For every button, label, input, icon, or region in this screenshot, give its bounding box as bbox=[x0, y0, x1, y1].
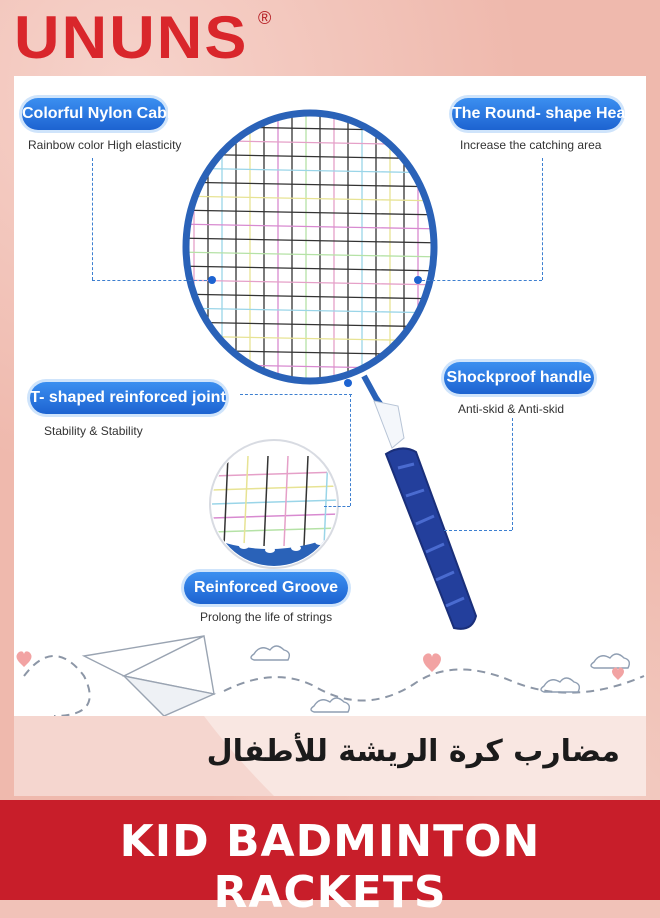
brand-logo: UNUNS bbox=[14, 4, 249, 71]
connector-joint-dot bbox=[344, 379, 352, 387]
connector-handle-h bbox=[444, 530, 512, 531]
feature-caption-handle: Anti-skid & Anti-skid bbox=[458, 402, 565, 416]
connector-head-dot bbox=[414, 276, 422, 284]
feature-caption-t-joint: Stability & Stability bbox=[44, 424, 143, 438]
product-title: KID BADMINTON RACKETS bbox=[119, 816, 541, 918]
connector-groove-h bbox=[324, 506, 350, 507]
connector-nylon-dot bbox=[208, 276, 216, 284]
feature-caption-groove: Prolong the life of strings bbox=[200, 610, 333, 624]
connector-nylon-h bbox=[92, 280, 212, 281]
paper-plane-icon bbox=[84, 636, 214, 716]
racket-frame bbox=[186, 113, 434, 381]
feature-label-groove: Reinforced Groove bbox=[184, 572, 348, 604]
feature-label-t-joint: T- shaped reinforced joint bbox=[30, 382, 226, 414]
feature-caption-nylon-cable: Rainbow color High elasticity bbox=[28, 138, 182, 152]
feature-label-nylon-cable: Colorful Nylon Cable bbox=[22, 98, 166, 130]
doodle-clouds bbox=[251, 646, 629, 712]
feature-caption-round-head: Increase the catching area bbox=[460, 138, 602, 152]
arabic-product-title: مضارب كرة الريشة للأطفال bbox=[206, 734, 620, 769]
connector-joint bbox=[240, 394, 352, 395]
feature-panel bbox=[14, 76, 646, 720]
feature-label-round-head: The Round- shape Head bbox=[452, 98, 622, 130]
registered-mark: ® bbox=[258, 8, 272, 28]
connector-groove bbox=[350, 394, 351, 506]
connector-handle bbox=[512, 418, 513, 530]
connector-head bbox=[542, 158, 543, 280]
connector-nylon bbox=[92, 158, 93, 280]
racket-handle bbox=[386, 448, 476, 628]
racket-throat bbox=[374, 401, 404, 448]
connector-head-h bbox=[422, 280, 542, 281]
feature-label-handle: Shockproof handle bbox=[444, 362, 594, 394]
